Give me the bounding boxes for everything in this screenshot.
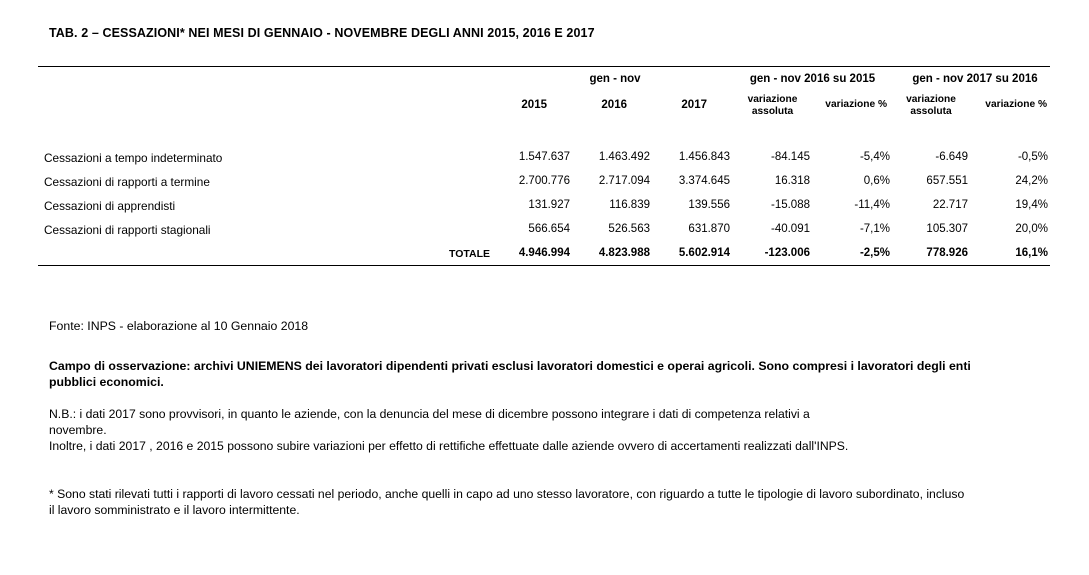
cell-abs-2016: -84.145 bbox=[770, 151, 810, 163]
cell-pct-2017: 24,2% bbox=[1015, 175, 1048, 187]
cell-pct-2016: -5,4% bbox=[859, 151, 890, 163]
total-2016: 4.823.988 bbox=[598, 247, 650, 259]
cell-pct-2016: -7,1% bbox=[859, 223, 890, 235]
total-pct-2016: -2,5% bbox=[859, 247, 890, 259]
row-label: Cessazioni di rapporti stagionali bbox=[44, 223, 211, 237]
nb-note-line: novembre. bbox=[49, 423, 107, 437]
cell-abs-2017: 22.717 bbox=[932, 199, 968, 211]
total-label: TOTALE bbox=[448, 248, 490, 260]
col-header-abs-2016-line1: variazione bbox=[747, 94, 798, 105]
header-delta-2016: gen - nov 2016 su 2015 bbox=[749, 73, 876, 85]
row-label: Cessazioni di rapporti a termine bbox=[44, 175, 210, 189]
col-header-abs-2016 bbox=[735, 94, 810, 118]
col-header-pct-2017: variazione % bbox=[985, 99, 1047, 110]
cell-2015: 2.700.776 bbox=[518, 175, 570, 187]
col-header-abs-2016-line2: assoluta bbox=[751, 106, 794, 117]
cell-2016: 116.839 bbox=[609, 199, 650, 211]
cell-pct-2017: 20,0% bbox=[1015, 223, 1048, 235]
cell-abs-2016: -40.091 bbox=[770, 223, 810, 235]
row-label: Cessazioni di apprendisti bbox=[44, 199, 176, 213]
total-abs-2017: 778.926 bbox=[926, 247, 968, 259]
cell-abs-2016: 16.318 bbox=[774, 175, 810, 187]
cell-abs-2017: -6.649 bbox=[935, 151, 968, 163]
col-header-pct-2016: variazione % bbox=[825, 99, 887, 110]
cell-2016: 1.463.492 bbox=[598, 151, 650, 163]
total-pct-2017: 16,1% bbox=[1015, 247, 1048, 259]
cell-2015: 131.927 bbox=[528, 199, 570, 211]
cell-2017: 3.374.645 bbox=[678, 175, 730, 187]
col-header-abs-2017 bbox=[895, 94, 967, 118]
cell-2017: 139.556 bbox=[688, 199, 730, 211]
cell-2016: 526.563 bbox=[608, 223, 650, 235]
cell-2017: 631.870 bbox=[688, 223, 730, 235]
col-header-abs-2017-line1: variazione bbox=[906, 94, 956, 105]
col-header-abs-2017-line2: assoluta bbox=[910, 106, 952, 117]
cell-pct-2016: 0,6% bbox=[863, 175, 890, 187]
col-header-2016: 2016 bbox=[601, 99, 627, 111]
cell-pct-2017: 19,4% bbox=[1015, 199, 1048, 211]
table-top-rule bbox=[38, 66, 1050, 67]
cell-2017: 1.456.843 bbox=[678, 151, 730, 163]
table-bottom-rule bbox=[38, 265, 1050, 266]
cell-pct-2016: -11,4% bbox=[854, 199, 890, 211]
cell-pct-2017: -0,5% bbox=[1017, 151, 1048, 163]
cell-abs-2016: -15.088 bbox=[770, 199, 810, 211]
cell-2016: 2.717.094 bbox=[598, 175, 650, 187]
nb-note bbox=[49, 406, 909, 454]
cell-2015: 1.547.637 bbox=[518, 151, 570, 163]
footnote: * Sono stati rilevati tutti i rapporti di lavoro cessati nel periodo, anche quelli in capo ad uno stesso lavoratore, con riguardo a tutte le tipologie di lavoro subordinato, incluso il lavoro somministrato e il lavoro intermittente. bbox=[49, 487, 965, 517]
cell-2015: 566.654 bbox=[528, 223, 570, 235]
total-2015: 4.946.994 bbox=[518, 247, 570, 259]
nb-note-line: N.B.: i dati 2017 sono provvisori, in quanto le aziende, con la denuncia del mese di dicembre possono integrare i dati di competenza relativi a bbox=[49, 407, 810, 421]
row-label: Cessazioni a tempo indeterminato bbox=[44, 151, 223, 165]
total-abs-2016: -123.006 bbox=[764, 247, 810, 259]
cell-abs-2017: 657.551 bbox=[926, 175, 968, 187]
header-gen-nov: gen - nov bbox=[589, 73, 641, 85]
col-header-2017: 2017 bbox=[681, 99, 707, 111]
header-delta-2017: gen - nov 2017 su 2016 bbox=[912, 73, 1038, 85]
source-note: Fonte: INPS - elaborazione al 10 Gennaio 2018 bbox=[49, 319, 309, 333]
nb-note-line: Inoltre, i dati 2017 , 2016 e 2015 possono subire variazioni per effetto di rettifiche effettuate dalle aziende ovvero di accertamenti realizzati dall'INPS. bbox=[49, 439, 849, 453]
observation-field-note: Campo di osservazione: archivi UNIEMENS dei lavoratori dipendenti privati esclusi lavoratori domestici e operai agricoli. Sono compresi i lavoratori degli enti pubblici economici. bbox=[49, 359, 971, 389]
cell-abs-2017: 105.307 bbox=[926, 223, 968, 235]
col-header-2015: 2015 bbox=[521, 99, 547, 111]
total-2017: 5.602.914 bbox=[678, 247, 730, 259]
table-title: TAB. 2 – CESSAZIONI* NEI MESI DI GENNAIO - NOVEMBRE DEGLI ANNI 2015, 2016 E 2017 bbox=[49, 26, 595, 40]
